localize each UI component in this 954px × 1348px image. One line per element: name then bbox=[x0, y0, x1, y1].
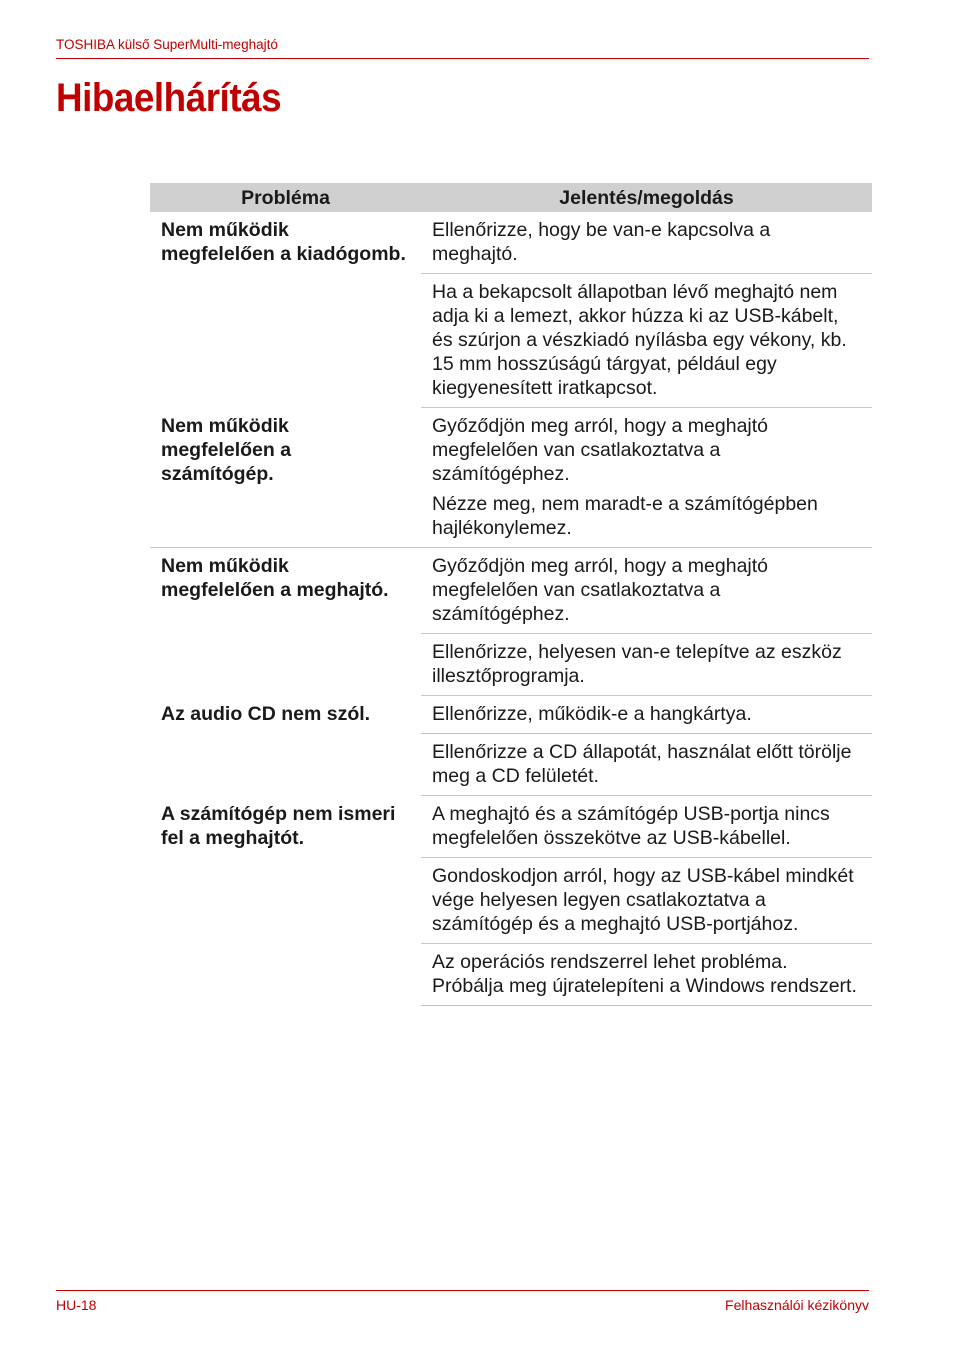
solution-text: Győződjön meg arról, hogy a meghajtó megfelelően van csatlakoztatva a számítógéphez. bbox=[432, 555, 769, 625]
manual-name: Felhasználói kézikönyv bbox=[725, 1297, 869, 1313]
header-divider bbox=[56, 58, 869, 59]
table-row bbox=[150, 796, 872, 858]
solution-cell bbox=[421, 696, 872, 734]
page-number: HU-18 bbox=[56, 1297, 97, 1313]
problem-cell: Nem működik megfelelően a kiadógomb. bbox=[161, 219, 406, 265]
solution-cell bbox=[421, 548, 872, 634]
solution-cell bbox=[421, 212, 872, 274]
solution-cell bbox=[421, 734, 872, 796]
solution-text: Győződjön meg arról, hogy a meghajtó megfelelően van csatlakoztatva a számítógéphez. bbox=[432, 415, 769, 485]
problem-cell: Nem működik megfelelően a meghajtó. bbox=[161, 555, 389, 601]
solution-cell bbox=[421, 408, 872, 548]
table-row bbox=[150, 548, 872, 634]
table-body bbox=[150, 212, 872, 1006]
column-header-solution: Jelentés/megoldás bbox=[421, 183, 872, 212]
solution-text: Ellenőrizze a CD állapotát, használat előtt törölje meg a CD felületét. bbox=[432, 741, 852, 787]
solution-cell bbox=[421, 634, 872, 696]
running-title: TOSHIBA külső SuperMulti-meghajtó bbox=[56, 37, 278, 52]
table-header-row bbox=[150, 183, 872, 212]
solution-text: Ellenőrizze, működik-e a hangkártya. bbox=[432, 703, 752, 725]
problem-cell: A számítógép nem ismeri fel a meghajtót. bbox=[161, 802, 396, 849]
troubleshooting-table bbox=[150, 183, 872, 1006]
solution-cell bbox=[421, 944, 872, 1006]
solution-text: Gondoskodjon arról, hogy az USB-kábel mindkét vége helyesen legyen csatlakoztatva a számítógép és a meghajtó USB-portjához. bbox=[432, 865, 854, 935]
solution-text: Ha a bekapcsolt állapotban lévő meghajtó nem adja ki a lemezt, akkor húzza ki az USB-kábelt, és szúrjon a vészkiadó nyílásba egy vékony, kb. 15 mm hosszúságú tárgyat, például egy kiegyenesített iratkapcsot. bbox=[432, 281, 847, 399]
table-row bbox=[150, 212, 872, 274]
table-row bbox=[150, 696, 872, 734]
solution-text: Nézze meg, nem maradt-e a számítógépben hajlékonylemez. bbox=[432, 493, 818, 539]
solution-text: Az operációs rendszerrel lehet probléma. Próbálja meg újratelepíteni a Windows rendszert. bbox=[432, 951, 857, 997]
solution-text: Ellenőrizze, helyesen van-e telepítve az eszköz illesztőprogramja. bbox=[432, 641, 842, 687]
table-row bbox=[150, 408, 872, 548]
problem-cell: Nem működik megfelelően a számítógép. bbox=[150, 408, 421, 548]
solution-cell bbox=[421, 274, 872, 408]
footer-divider bbox=[56, 1290, 869, 1291]
page-title: Hibaelhárítás bbox=[56, 76, 282, 120]
column-header-problem: Probléma bbox=[150, 183, 421, 212]
solution-cell bbox=[421, 796, 872, 858]
solution-text: A meghajtó és a számítógép USB-portja nincs megfelelően összekötve az USB-kábellel. bbox=[432, 803, 830, 849]
problem-cell: Az audio CD nem szól. bbox=[161, 702, 371, 725]
solution-text: Ellenőrizze, hogy be van-e kapcsolva a meghajtó. bbox=[432, 219, 771, 265]
solution-cell bbox=[421, 858, 872, 944]
